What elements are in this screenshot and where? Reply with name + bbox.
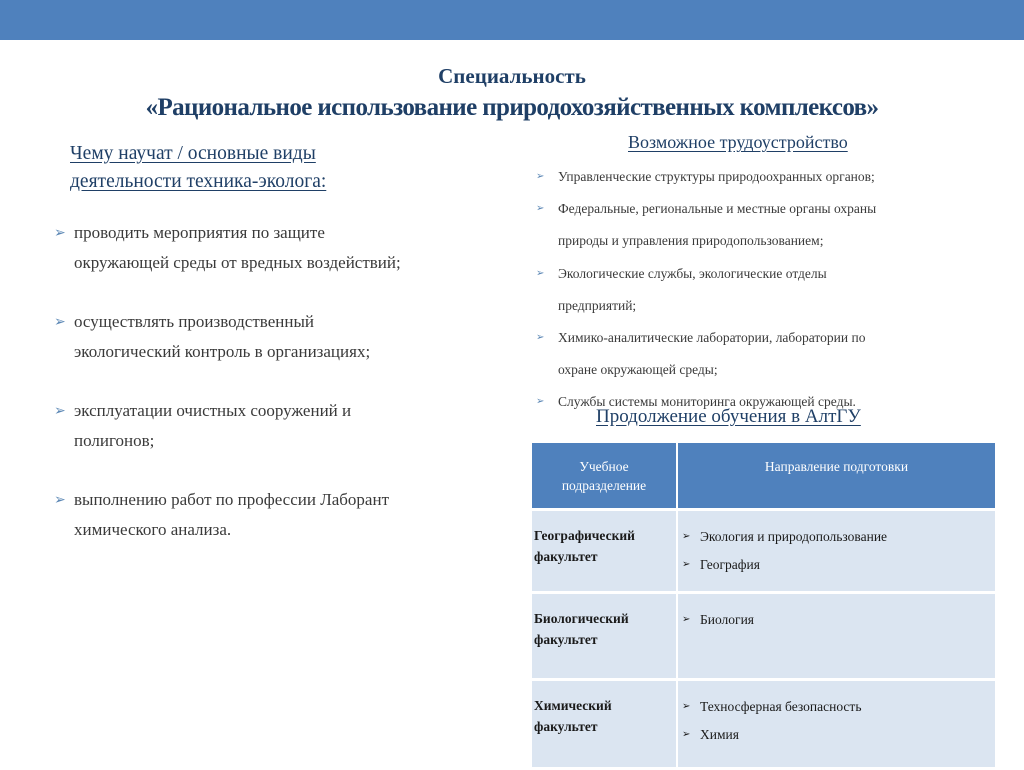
table-row — [532, 681, 995, 767]
activities-list — [50, 218, 510, 574]
arrow-bullet-icon: ➢ — [682, 614, 691, 625]
list-item: ➢ Управленческие структуры природоохранных органов; — [534, 161, 974, 193]
header-department: Учебное подразделение — [532, 443, 678, 508]
employment-heading: Возможное трудоустройство — [628, 132, 848, 152]
continuation-heading: Продолжение обучения в АлтГУ — [596, 406, 861, 427]
directions-cell — [678, 594, 995, 678]
title-program-name: «Рациональное использование природохозяйственных комплексов» — [145, 94, 879, 121]
faculty-cell: Биологический факультет — [532, 594, 678, 678]
top-banner — [0, 0, 1024, 40]
left-heading — [70, 140, 430, 196]
list-item: ➢ осуществлять производственный экологический контроль в организациях; — [50, 307, 510, 367]
header-direction: Направление подготовки — [678, 443, 995, 508]
direction-item: ➢ Химия — [682, 721, 995, 749]
arrow-bullet-icon: ➢ — [54, 403, 66, 419]
arrow-bullet-icon: ➢ — [54, 492, 66, 508]
direction-item: ➢ Экология и природопользование — [682, 523, 995, 551]
direction-item: ➢ Техносферная безопасность — [682, 693, 995, 721]
directions-cell — [678, 511, 995, 591]
arrow-bullet-icon: ➢ — [682, 531, 691, 542]
arrow-bullet-icon: ➢ — [536, 203, 545, 215]
table-row — [532, 511, 995, 591]
directions-cell — [678, 681, 995, 767]
faculty-cell: Химический факультет — [532, 681, 678, 767]
arrow-bullet-icon: ➢ — [536, 267, 545, 279]
arrow-bullet-icon: ➢ — [54, 314, 66, 330]
employment-list — [534, 161, 974, 419]
arrow-bullet-icon: ➢ — [682, 559, 691, 570]
list-item: ➢ проводить мероприятия по защите окружающей среды от вредных воздействий; — [50, 218, 510, 278]
list-item: ➢ выполнению работ по профессии Лаборант химического анализа. — [50, 485, 510, 545]
table-header-row — [532, 443, 995, 508]
arrow-bullet-icon: ➢ — [536, 396, 545, 408]
education-table — [532, 440, 995, 770]
list-item: ➢ Экологические службы, экологические отделы предприятий; — [534, 258, 974, 322]
arrow-bullet-icon: ➢ — [536, 171, 545, 182]
arrow-bullet-icon: ➢ — [54, 225, 66, 241]
direction-item: ➢ Биология — [682, 606, 995, 634]
list-item: ➢ Федеральные, региональные и местные органы охраны природы и управления природопользованием; — [534, 193, 974, 257]
list-item: ➢ Службы системы мониторинга окружающей среды. — [534, 386, 974, 418]
left-heading-line2: деятельности техника-эколога: — [70, 171, 327, 192]
faculty-cell: Географический факультет — [532, 511, 678, 591]
arrow-bullet-icon: ➢ — [682, 729, 691, 740]
list-item: ➢ Химико-аналитические лаборатории, лаборатории по охране окружающей среды; — [534, 322, 974, 386]
list-item: ➢ эксплуатации очистных сооружений и полигонов; — [50, 396, 510, 456]
left-heading-line1: Чему научат / основные виды — [70, 143, 316, 164]
arrow-bullet-icon: ➢ — [536, 332, 545, 344]
direction-item: ➢ География — [682, 551, 995, 579]
arrow-bullet-icon: ➢ — [682, 701, 691, 712]
table-row — [532, 594, 995, 678]
title-specialty: Специальность — [438, 64, 586, 88]
